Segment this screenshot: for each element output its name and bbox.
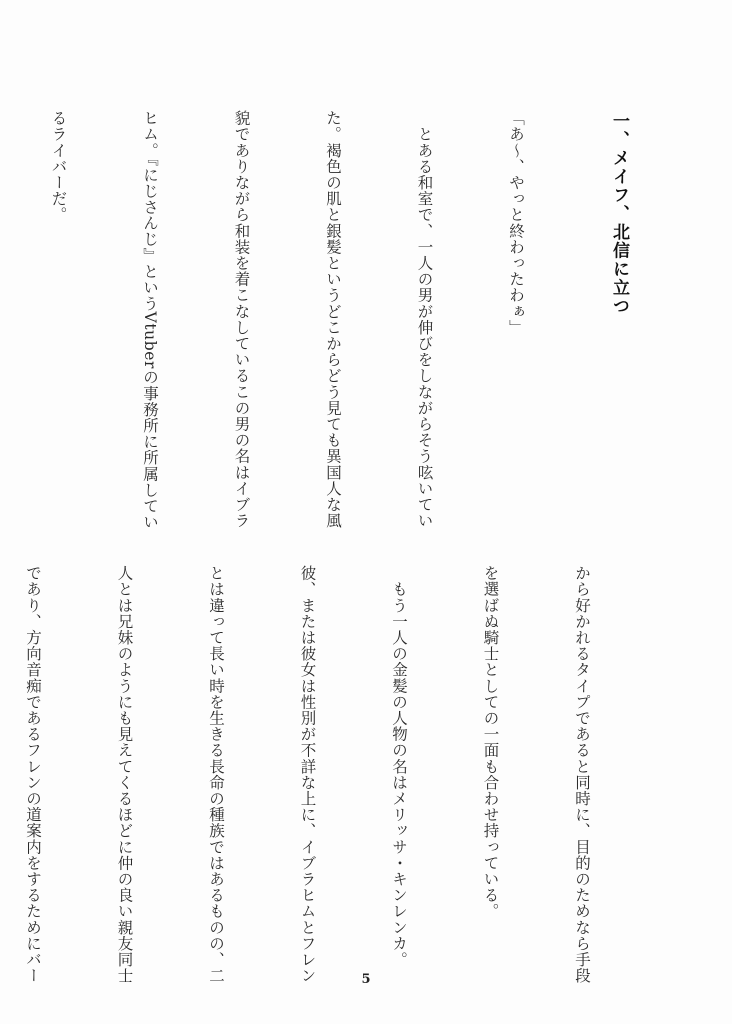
text-line: 彼、または彼女は性別が不詳な上に、イブラヒムとフレン [298,565,317,984]
text-line: るライバーだ。 [49,110,68,223]
text-line: 貌でありながら和装を着こなしているこの男の名はイブラ [232,110,251,529]
chapter-title: 一、メイフ、北信に立つ [609,112,629,316]
text-line: を選ばぬ騎士としての一面も合わせ持っている。 [481,565,500,920]
page-number: 5 [361,972,371,987]
text-line: であり、方向音痴であるフレンの道案内をするためにバー [24,565,42,984]
text-line: 「あ〜、やっと終わったわぁ」 [507,110,525,336]
lower-text-block [0,565,658,984]
text-line: ヒム。『にじさんじ』というVtuberの事務所に所属してい [141,110,159,531]
text-line: もう一人の金髪の人物の名はメリッサ・キンレンカ。 [390,565,408,968]
text-line: とある和室で、一人の男が伸びをしながらそう呟いてい [415,110,434,529]
upper-text-block [0,110,592,531]
text-line: とは違って長い時を生きる長命の種族ではあるものの、二 [207,565,225,984]
text-line: た。褐色の肌と銀髪というどこからどう見ても異国人な風 [324,110,342,529]
text-line: から好かれるタイプであると同時に、目的のためなら手段 [573,565,591,984]
text-line: 人とは兄妹のようにも見えてくるほどに仲の良い親友同士 [115,565,134,984]
